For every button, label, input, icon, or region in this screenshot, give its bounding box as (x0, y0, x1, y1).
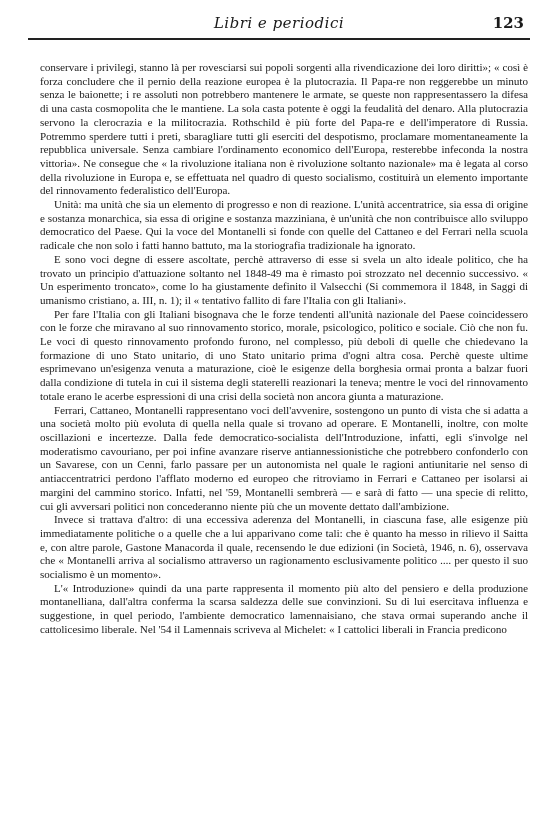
paragraph: Unità: ma unità che sia un elemento di progresso e non di reazione. L'unità accentratrice, sia essa di origine e sostanza monarchica, sia essa di origine e sostanza mazziniana, è un'unità che non contribuisce allo sviluppo democratico del Paese. Qui la voce del Montanelli si fonde con quelle del Cattaneo e del Ferrari nella scuola radicale che non solo i fatti hanno battuto, ma la storiografia tradizionale ha ignorato. (40, 199, 528, 253)
paragraph: E sono voci degne di essere ascoltate, perchè attraverso di esse si svela un alto ideale politico, che ha trovato un principio d'attuazione soltanto nel 1848-49 ma è rimasto poi strozzato nel decennio successivo. « Un esperimento troncato», come lo ha giustamente definito il Valsecchi (Si commemora il 1848, in Saggi di umanismo cristiano, a. III, n. 1); il « tentativo fallito di fare l'Italia con gli Italiani». (40, 253, 528, 307)
running-title: Libri e periodici (213, 14, 345, 32)
body-text (40, 62, 528, 638)
paragraph: Invece si trattava d'altro: di una eccessiva aderenza del Montanelli, in ciascuna fase, alle esigenze più immediatamente politiche o a quelle che a lui apparivano come tali: che è quanto ha messo in rilievo il Saitta e, con altre parole, Gastone Manacorda il quale, recensendo le due edizioni (in Società, 1946, n. 6), osservava che « Montanelli arriva al socialismo attraverso un ragionamento esclusivamente politico .... per questo il suo socialismo è un momento». (40, 514, 528, 582)
paragraph: L'« Introduzione» quindi da una parte rappresenta il momento più alto del pensiero e della produzione montanelliana, dall'altra conferma la scarsa saldezza delle sue convinzioni. Su di lui esercitava influenza e suggestione, in quel periodo, l'ambiente democratico lamennaisiano, che stava ormai superando anche il cattolicesimo liberale. Nel '54 il Lamennais scriveva al Michelet: « I cattolici liberali in Francia predicono (40, 582, 528, 636)
running-header (28, 14, 530, 34)
page-number: 123 (492, 14, 524, 32)
header-rule (28, 38, 530, 40)
paragraph: Ferrari, Cattaneo, Montanelli rappresentano voci dell'avvenire, sostengono un punto di vista che si adatta a una società molto più evoluta di quella nella quale si trovano ad operare. E Montanelli, inoltre, con molte oscillazioni e incertezze. Dalla fede democratico-socialista dell'Introduzione, infatti, egli s'involge nel moderatismo cavouriano, per poi infine avanzare riserve antiannessionistiche che potrebbero confonderlo con un Savarese, con un Cenni, farlo passare per un autonomista nel quale le ragioni antiunitarie nel senso di antiaccentratrici perdono l'afflato moderno ed europeo che ritroviamo in Ferrari e Cattaneo per isolarsi ai margini del cammino storico. Infatti, nel '59, Montanelli sembrerà — e sarà di fatto — una specie di relitto, cui gli avversari politici non concederanno niente più che un movente dettato dall'ambizione. (40, 404, 528, 513)
paragraph: Per fare l'Italia con gli Italiani bisognava che le forze tendenti all'unità nazionale del Paese coincidessero con le forze che miravano al suo rinnovamento storico, morale, psicologico, politico e sociale. Ciò che non fu. Le voci di questo rinnovamento profondo furono, nel complesso, più deboli di quelle che chiedevano la formazione di uno Stato unitario, di uno Stato unitario prima d'ogni altra cosa. Perchè queste ultime esprimevano un'esigenza venuta a maturazione, cioè le esigenze della borghesia ormai pronta a balzar fuori dalla condizione di tutela in cui il sistema degli staterelli reazionari la teneva; mentre le voci del rinnovamento totale erano le acerbe espressioni di una crisi della società non ancora giunta a maturazione. (40, 308, 528, 403)
paragraph: conservare i privilegi, stanno là per rovesciarsi sui popoli sorgenti alla rivendicazione dei loro diritti»; « così è forza concludere che il pernio della reazione europea è la plutocrazia. Il Papa-re non reggerebbe un minuto senza le baionette; i re assoluti non potrebbero mantenere le armate, se queste non rappresentassero la difesa di una casta cosmopolita che le mantiene. La sola casta potente è oggi la feudalità del denaro. Alla plutocrazia servono la clerocrazia e la militocrazia. Rothschild è più forte del Papa-re e dell'imperatore di Russia. Potremmo sperdere tutti i preti, sbaragliare tutti gli eserciti del despotismo, proclamare momentaneamente la repubblica universale. Senza cambiare l'ordinamento economico dell'Europa, resterebbe infeconda la nostra vittoria». Ne consegue che « la rivoluzione italiana non è rivoluzione soltanto nazionale» ma è legata al corso della rivoluzione in Europa e, se effettuata nel quadro di questo socialismo, costituirà un elemento importante del rinnovamento federalistico dell'Europa. (40, 62, 528, 198)
